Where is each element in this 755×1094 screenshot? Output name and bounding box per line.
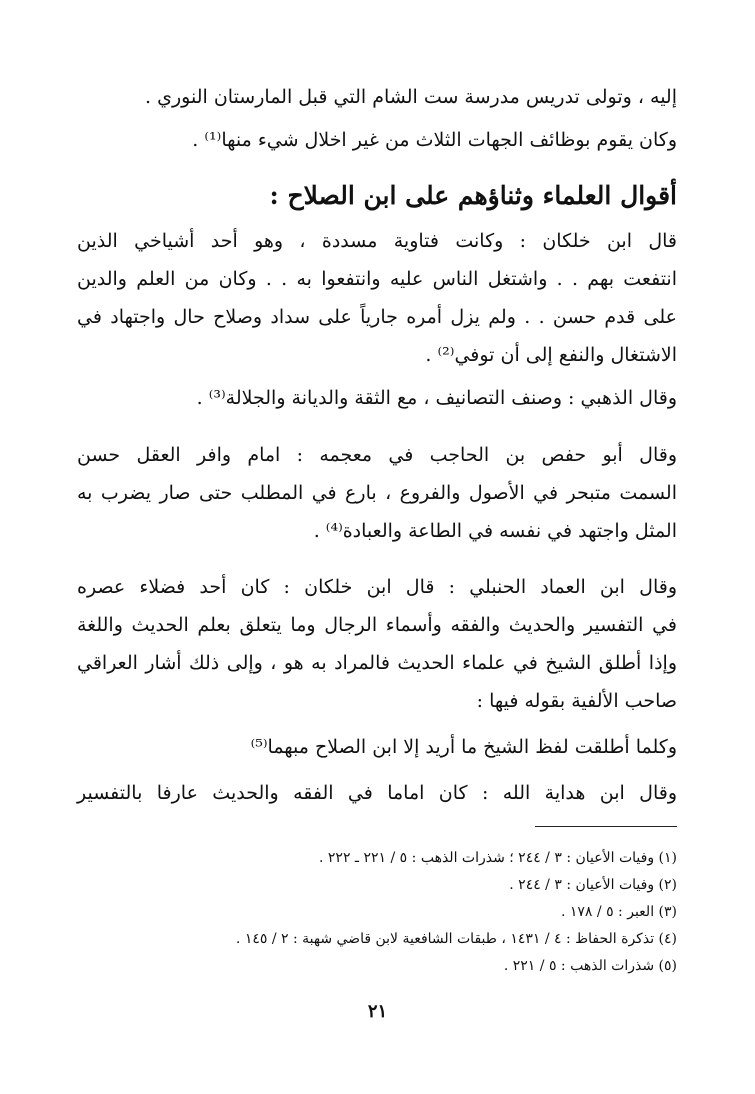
footnote: (٢) وفيات الأعيان : ٣ / ٢٤٤ .	[509, 877, 677, 893]
body-line: انتفعت بهم . . واشتغل الناس عليه وانتفعوا به . . وكان من العلم والدين	[77, 268, 677, 290]
section-heading: أقوال العلماء وثناؤهم على ابن الصلاح :	[269, 181, 677, 210]
body-line: وكان يقوم بوظائف الجهات الثلاث من غير اخلال شيء منها⁽¹⁾ .	[192, 129, 677, 151]
page-number: ٢١	[367, 1001, 388, 1022]
footnote: (١) وفيات الأعيان : ٣ / ٢٤٤ ؛ شذرات الذهب : ٥ / ٢٢١ ـ ٢٢٢ .	[319, 850, 677, 866]
body-line: السمت متبحر في الأصول والفروع ، بارع في المطلب حتى صار يضرب به	[77, 482, 677, 504]
body-line: على قدم حسن . . ولم يزل أمره جارياً على سداد وصلاح حال واجتهاد في	[77, 306, 677, 328]
body-line: وإذا أطلق الشيخ في علماء الحديث فالمراد به هو ، وإلى ذلك أشار العراقي	[77, 652, 677, 674]
body-line: قال ابن خلكان : وكانت فتاوية مسددة ، وهو أحد أشياخي الذين	[77, 230, 677, 252]
body-line: في التفسير والحديث والفقه وأسماء الرجال وما يتعلق بعلم الحديث واللغة	[77, 614, 677, 636]
verse-line: وكلما أطلقت لفظ الشيخ ما أريد إلا ابن الصلاح مبهما⁽⁵⁾	[250, 736, 677, 758]
footnote: (٣) العبر : ٥ / ١٧٨ .	[560, 904, 677, 920]
body-line: إليه ، وتولى تدريس مدرسة ست الشام التي قبل المارستان النوري .	[145, 86, 677, 108]
footnote: (٥) شذرات الذهب : ٥ / ٢٢١ .	[503, 958, 677, 974]
body-line: وقال ابن هداية الله : كان اماما في الفقه والحديث عارفا بالتفسير	[77, 782, 677, 804]
body-line: وقال أبو حفص بن الحاجب في معجمه : امام وافر العقل حسن	[77, 444, 677, 466]
footnote-separator	[535, 826, 677, 827]
body-line: المثل واجتهد في نفسه في الطاعة والعبادة⁽⁴⁾ .	[313, 520, 677, 542]
body-line: صاحب الألفية بقوله فيها :	[476, 690, 677, 712]
body-line: الاشتغال والنفع إلى أن توفي⁽²⁾ .	[425, 344, 677, 366]
body-line: وقال الذهبي : وصنف التصانيف ، مع الثقة والديانة والجلالة⁽³⁾ .	[196, 387, 677, 409]
footnote: (٤) تذكرة الحفاظ : ٤ / ١٤٣١ ، طبقات الشافعية لابن قاضي شهبة : ٢ / ١٤٥ .	[235, 931, 677, 947]
body-line: وقال ابن العماد الحنبلي : قال ابن خلكان : كان أحد فضلاء عصره	[77, 576, 677, 598]
